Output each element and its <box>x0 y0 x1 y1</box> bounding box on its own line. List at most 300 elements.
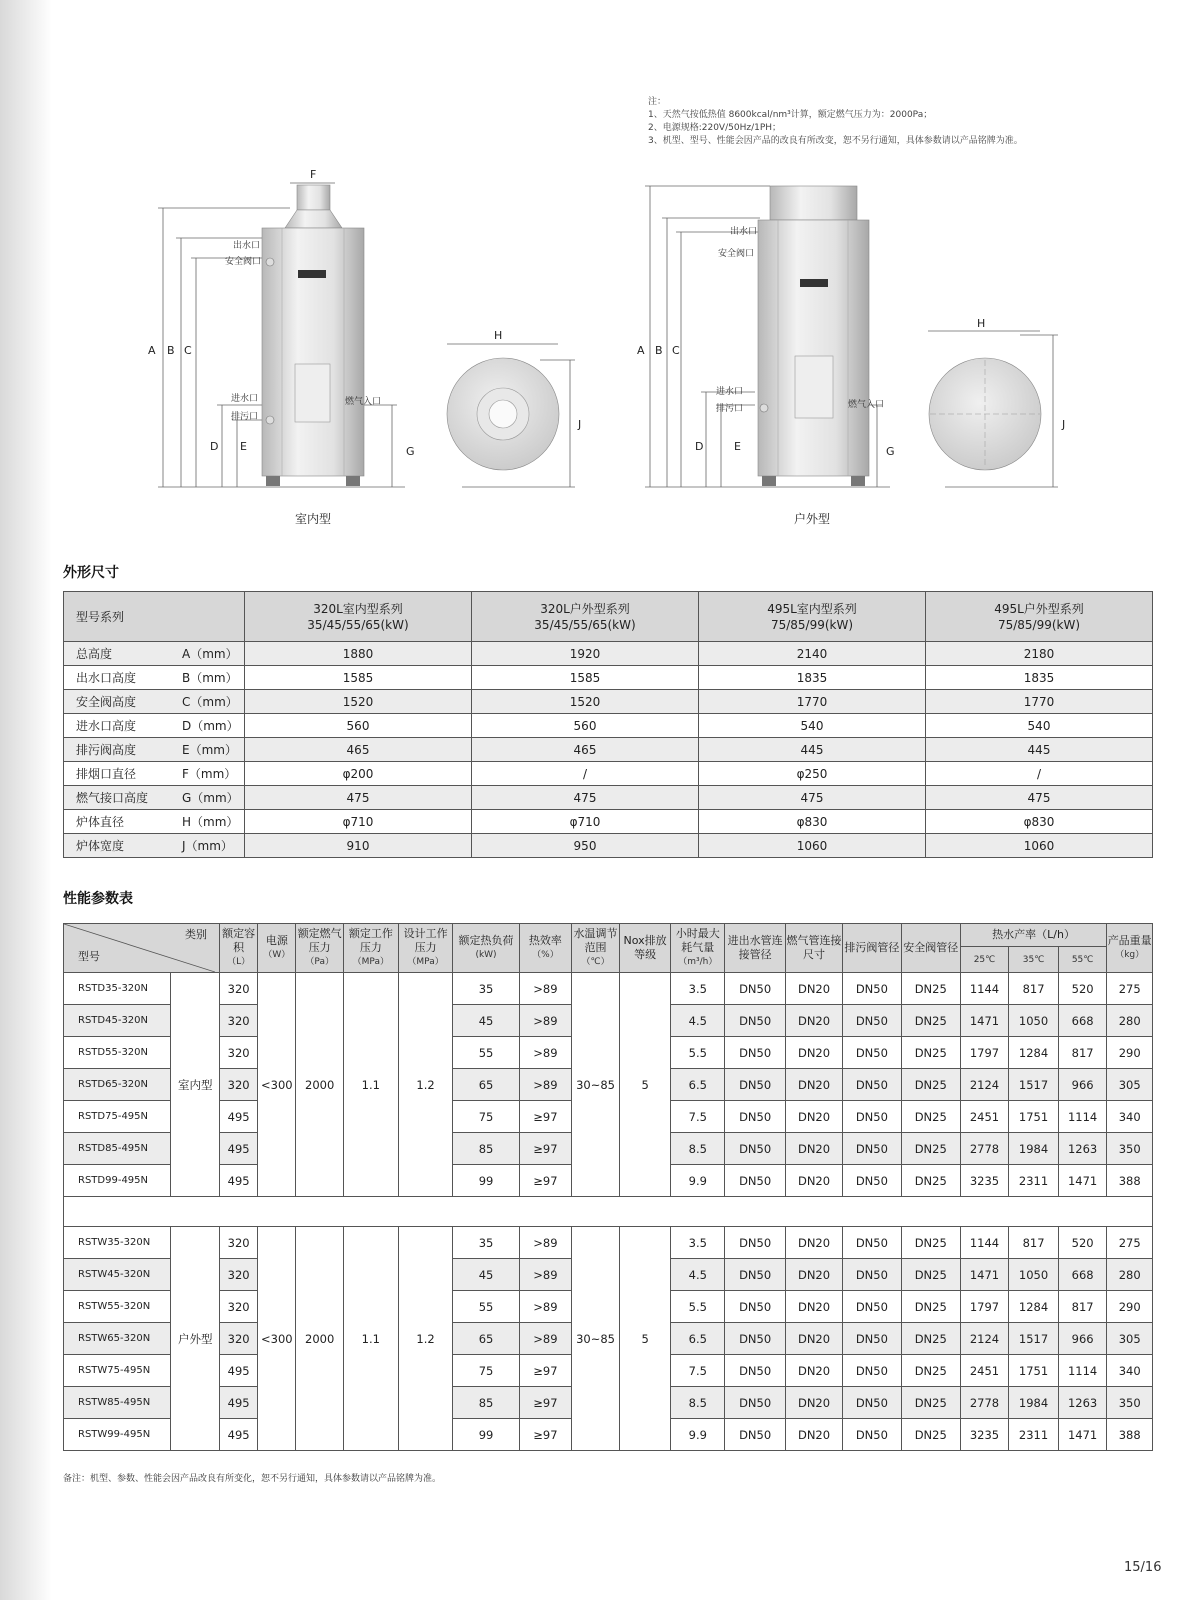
gas-consumption-header <box>671 924 725 973</box>
heat-load-cell: 75 <box>453 1355 519 1387</box>
water-pipe-header <box>725 924 786 973</box>
indoor-caption: 室内型 <box>295 512 332 526</box>
dim-value: 540 <box>926 714 1153 738</box>
efficiency-cell: ≥97 <box>519 1165 572 1197</box>
separator-cell <box>64 1197 1153 1227</box>
t35-cell: 1517 <box>1009 1069 1059 1101</box>
gas-cell: 7.5 <box>671 1101 725 1133</box>
gas-pressure-header <box>296 924 344 973</box>
callout-outlet: 出水口 <box>730 227 758 237</box>
drain-cell: DN50 <box>842 1323 901 1355</box>
water-cell: DN50 <box>725 1259 786 1291</box>
dim-label-C: C <box>672 344 680 357</box>
power-cell: <300 <box>258 973 296 1197</box>
header-unit: （℃） <box>581 957 610 967</box>
heat-load-header <box>453 924 519 973</box>
header-text: 燃气管连接尺寸 <box>786 934 842 961</box>
heat-load-cell: 85 <box>453 1387 519 1419</box>
weight-cell: 340 <box>1107 1101 1153 1133</box>
weight-cell: 340 <box>1107 1355 1153 1387</box>
design-pressure-header <box>398 924 453 973</box>
model-cell: RSTD35-320N <box>64 973 171 1005</box>
model-category-header <box>64 924 220 973</box>
header-text: 额定热负荷 <box>458 934 514 947</box>
dim-name: 炉体宽度 <box>76 839 125 853</box>
safety-cell: DN25 <box>901 1419 960 1451</box>
t35-cell: 1751 <box>1009 1101 1059 1133</box>
dim-value: 475 <box>245 786 472 810</box>
water-cell: DN50 <box>725 1227 786 1259</box>
dim-name: 总高度 <box>76 647 113 661</box>
power-cell: <300 <box>258 1227 296 1451</box>
efficiency-header <box>519 924 572 973</box>
heat-load-cell: 75 <box>453 1101 519 1133</box>
t35-cell: 1984 <box>1009 1133 1059 1165</box>
dim-value: φ710 <box>245 810 472 834</box>
safety-cell: DN25 <box>901 1069 960 1101</box>
temp-range-cell: 30~85 <box>572 1227 620 1451</box>
t55-cell: 520 <box>1058 973 1107 1005</box>
perf-row <box>64 973 1153 1005</box>
heat-load-cell: 55 <box>453 1291 519 1323</box>
t55-cell: 817 <box>1058 1037 1107 1069</box>
drain-cell: DN50 <box>842 1005 901 1037</box>
t55-cell: 1263 <box>1058 1387 1107 1419</box>
t25-cell: 2778 <box>960 1133 1009 1165</box>
note-line: 1、天然气按低热值 8600kcal/nm³计算，额定燃气压力为：2000Pa； <box>648 110 933 120</box>
water-cell: DN50 <box>725 1069 786 1101</box>
perf-row <box>64 1227 1153 1259</box>
weight-cell: 275 <box>1107 1227 1153 1259</box>
callout-safety-valve: 安全阀口 <box>718 249 755 259</box>
dim-row <box>64 762 1153 786</box>
model-cell: RSTW75-495N <box>64 1355 171 1387</box>
dim-label-H: H <box>977 317 986 330</box>
heat-load-cell: 65 <box>453 1323 519 1355</box>
t55-cell: 1471 <box>1058 1165 1107 1197</box>
header-unit: （kg） <box>1115 950 1145 960</box>
temp-range-header <box>572 924 620 973</box>
safety-cell: DN25 <box>901 1355 960 1387</box>
model-cell: RSTD75-495N <box>64 1101 171 1133</box>
t35-cell: 1984 <box>1009 1387 1059 1419</box>
dim-name: 排污阀高度 <box>76 743 137 757</box>
model-cell: RSTW85-495N <box>64 1387 171 1419</box>
water-cell: DN50 <box>725 973 786 1005</box>
t35-cell: 1284 <box>1009 1037 1059 1069</box>
weight-cell: 350 <box>1107 1387 1153 1419</box>
weight-cell: 280 <box>1107 1259 1153 1291</box>
dim-name: 排烟口直径 <box>76 767 137 781</box>
notes-title: 注： <box>648 97 667 107</box>
note-line: 2、电源规格:220V/50Hz/1PH； <box>648 123 782 133</box>
dim-row <box>64 810 1153 834</box>
header-text: 额定工作压力 <box>348 927 393 954</box>
dim-value: 1060 <box>699 834 926 858</box>
efficiency-cell: >89 <box>519 1259 572 1291</box>
volume-cell: 495 <box>220 1101 258 1133</box>
t55-cell: 1114 <box>1058 1101 1107 1133</box>
t35-cell: 1751 <box>1009 1355 1059 1387</box>
heat-load-cell: 85 <box>453 1133 519 1165</box>
t35-cell: 817 <box>1009 973 1059 1005</box>
col-series: 320L户外型系列 <box>540 601 630 616</box>
gas-pressure-cell: 2000 <box>296 973 344 1197</box>
t55-cell: 1471 <box>1058 1419 1107 1451</box>
volume-cell: 320 <box>220 1291 258 1323</box>
efficiency-cell: >89 <box>519 1323 572 1355</box>
dimensions-table <box>63 591 1153 858</box>
water-cell: DN50 <box>725 1419 786 1451</box>
t35-cell: 2311 <box>1009 1419 1059 1451</box>
water-cell: DN50 <box>725 1355 786 1387</box>
col-power: 75/85/99(kW) <box>997 617 1081 632</box>
heat-load-cell: 35 <box>453 1227 519 1259</box>
drain-cell: DN50 <box>842 1419 901 1451</box>
callout-inlet: 进水口 <box>716 387 744 397</box>
dim-row <box>64 690 1153 714</box>
volume-cell: 495 <box>220 1165 258 1197</box>
t35-cell: 1050 <box>1009 1259 1059 1291</box>
t55-cell: 966 <box>1058 1323 1107 1355</box>
drain-cell: DN50 <box>842 1133 901 1165</box>
dim-name: 进水口高度 <box>76 719 137 733</box>
dim-code: D（mm） <box>182 719 239 733</box>
gaspipe-cell: DN20 <box>786 1323 843 1355</box>
dim-value: 1835 <box>926 666 1153 690</box>
dim-code: E（mm） <box>182 743 237 757</box>
drain-cell: DN50 <box>842 973 901 1005</box>
gas-cell: 6.5 <box>671 1323 725 1355</box>
callout-safety-valve: 安全阀口 <box>225 257 262 267</box>
gas-cell: 3.5 <box>671 973 725 1005</box>
category-cell: 室内型 <box>171 973 220 1197</box>
model-cell: RSTW65-320N <box>64 1323 171 1355</box>
dim-value: 1835 <box>699 666 926 690</box>
col-series: 495L室内型系列 <box>767 601 857 616</box>
drain-cell: DN50 <box>842 1037 901 1069</box>
dim-label-B: B <box>655 344 663 357</box>
gas-pipe-header <box>786 924 843 973</box>
col-power: 35/45/55/65(kW) <box>534 617 636 632</box>
efficiency-cell: ≥97 <box>519 1419 572 1451</box>
dim-value: 445 <box>699 738 926 762</box>
col-power: 35/45/55/65(kW) <box>307 617 409 632</box>
dim-label-B: B <box>167 344 175 357</box>
t55-cell: 520 <box>1058 1227 1107 1259</box>
t25-cell: 2124 <box>960 1069 1009 1101</box>
t35-cell: 1517 <box>1009 1323 1059 1355</box>
weight-cell: 290 <box>1107 1037 1153 1069</box>
header-text: 小时最大耗气量 <box>675 927 720 954</box>
safety-cell: DN25 <box>901 1101 960 1133</box>
dim-name: 出水口高度 <box>76 671 137 685</box>
efficiency-cell: >89 <box>519 1227 572 1259</box>
dim-label-D: D <box>695 440 704 453</box>
header-unit: (kW) <box>475 950 497 960</box>
dim-header-col <box>699 592 926 642</box>
dim-value: 1880 <box>245 642 472 666</box>
dim-value: 1770 <box>699 690 926 714</box>
dim-label-A: A <box>148 344 156 357</box>
heat-load-cell: 65 <box>453 1069 519 1101</box>
weight-cell: 388 <box>1107 1419 1153 1451</box>
header-text: 额定燃气压力 <box>297 927 342 954</box>
gaspipe-cell: DN20 <box>786 1355 843 1387</box>
volume-cell: 495 <box>220 1419 258 1451</box>
dim-name: 炉体直径 <box>76 815 125 829</box>
volume-cell: 495 <box>220 1133 258 1165</box>
header-unit: （%） <box>532 950 559 960</box>
t35-cell: 2311 <box>1009 1165 1059 1197</box>
dim-value: φ830 <box>926 810 1153 834</box>
safety-cell: DN25 <box>901 1259 960 1291</box>
col-series: 320L室内型系列 <box>313 601 403 616</box>
dim-label-H: H <box>494 329 503 342</box>
volume-cell: 320 <box>220 973 258 1005</box>
callout-inlet: 进水口 <box>231 394 259 404</box>
model-cell: RSTW55-320N <box>64 1291 171 1323</box>
dim-label-A: A <box>637 344 645 357</box>
volume-cell: 495 <box>220 1355 258 1387</box>
t25-cell: 2451 <box>960 1101 1009 1133</box>
safety-cell: DN25 <box>901 1165 960 1197</box>
weight-cell: 305 <box>1107 1069 1153 1101</box>
dim-row-label <box>64 810 245 834</box>
gaspipe-cell: DN20 <box>786 1005 843 1037</box>
heat-load-cell: 99 <box>453 1419 519 1451</box>
dim-row-label <box>64 762 245 786</box>
dim-name: 燃气接口高度 <box>76 791 149 805</box>
dim-label-F: F <box>310 168 317 181</box>
model-cell: RSTD99-495N <box>64 1165 171 1197</box>
gaspipe-cell: DN20 <box>786 1037 843 1069</box>
header-text: 水温调节范围 <box>573 927 618 954</box>
note-line: 3、机型、型号、性能会因产品的改良有所改变，恕不另行通知，具体参数请以产品铭牌为准。 <box>648 136 1023 146</box>
outdoor-caption: 户外型 <box>794 512 831 526</box>
dim-name: 安全阀高度 <box>76 695 137 709</box>
temp-35-header: 35℃ <box>1009 947 1059 973</box>
dim-label-C: C <box>184 344 192 357</box>
callout-outlet: 出水口 <box>233 241 261 251</box>
efficiency-cell: >89 <box>519 973 572 1005</box>
dim-code: J（mm） <box>182 839 233 853</box>
dim-value: / <box>472 762 699 786</box>
temp-25-header: 25℃ <box>960 947 1009 973</box>
drain-cell: DN50 <box>842 1387 901 1419</box>
drain-cell: DN50 <box>842 1355 901 1387</box>
temp-range-cell: 30~85 <box>572 973 620 1197</box>
dim-value: 1585 <box>472 666 699 690</box>
dim-value: φ250 <box>699 762 926 786</box>
model-cell: RSTW45-320N <box>64 1259 171 1291</box>
callout-gas-inlet: 燃气入口 <box>345 397 382 407</box>
header-text: Nox排放等级 <box>623 934 667 961</box>
header-text: 产品重量 <box>1107 934 1152 947</box>
model-cell: RSTD45-320N <box>64 1005 171 1037</box>
gaspipe-cell: DN20 <box>786 1291 843 1323</box>
header-unit: （MPa） <box>352 957 389 967</box>
water-cell: DN50 <box>725 1005 786 1037</box>
volume-cell: 320 <box>220 1069 258 1101</box>
dim-value: / <box>926 762 1153 786</box>
gas-pressure-cell: 2000 <box>296 1227 344 1451</box>
dim-value: 910 <box>245 834 472 858</box>
safety-cell: DN25 <box>901 1005 960 1037</box>
dim-value: 950 <box>472 834 699 858</box>
volume-cell: 320 <box>220 1037 258 1069</box>
t55-cell: 966 <box>1058 1069 1107 1101</box>
safety-cell: DN25 <box>901 973 960 1005</box>
nox-header <box>619 924 671 973</box>
t55-cell: 817 <box>1058 1291 1107 1323</box>
t25-cell: 1797 <box>960 1037 1009 1069</box>
gaspipe-cell: DN20 <box>786 1069 843 1101</box>
header-unit: （MPa） <box>407 957 444 967</box>
header-text: 电源 <box>265 934 288 947</box>
dim-row-label <box>64 690 245 714</box>
header-unit: （m³/h） <box>678 957 718 967</box>
efficiency-cell: ≥97 <box>519 1387 572 1419</box>
drain-cell: DN50 <box>842 1227 901 1259</box>
dimensions-title: 外形尺寸 <box>63 565 119 581</box>
gas-cell: 6.5 <box>671 1069 725 1101</box>
water-cell: DN50 <box>725 1101 786 1133</box>
safety-cell: DN25 <box>901 1133 960 1165</box>
gas-cell: 5.5 <box>671 1291 725 1323</box>
heat-load-cell: 45 <box>453 1005 519 1037</box>
t25-cell: 2778 <box>960 1387 1009 1419</box>
callout-drain: 排污口 <box>716 404 744 414</box>
dim-label-G: G <box>886 445 895 458</box>
dim-label-D: D <box>210 440 219 453</box>
gaspipe-cell: DN20 <box>786 1101 843 1133</box>
volume-cell: 320 <box>220 1005 258 1037</box>
gas-cell: 4.5 <box>671 1259 725 1291</box>
weight-cell: 275 <box>1107 973 1153 1005</box>
gas-cell: 4.5 <box>671 1005 725 1037</box>
dim-value: 465 <box>472 738 699 762</box>
heat-load-cell: 55 <box>453 1037 519 1069</box>
t25-cell: 2451 <box>960 1355 1009 1387</box>
efficiency-cell: ≥97 <box>519 1101 572 1133</box>
dim-value: 475 <box>926 786 1153 810</box>
t25-cell: 1144 <box>960 973 1009 1005</box>
t55-cell: 668 <box>1058 1005 1107 1037</box>
t25-cell: 1144 <box>960 1227 1009 1259</box>
model-cell: RSTW35-320N <box>64 1227 171 1259</box>
drain-valve-header <box>842 924 901 973</box>
dim-code: B（mm） <box>182 671 238 685</box>
header-text: 额定容积 <box>222 927 256 954</box>
model-cell: RSTW99-495N <box>64 1419 171 1451</box>
volume-header <box>220 924 258 973</box>
nox-cell: 5 <box>619 973 671 1197</box>
dim-row-label <box>64 834 245 858</box>
dimension-drawing <box>0 0 1197 540</box>
gaspipe-cell: DN20 <box>786 973 843 1005</box>
header-text: 排污阀管径 <box>844 941 900 954</box>
t55-cell: 1114 <box>1058 1355 1107 1387</box>
t25-cell: 3235 <box>960 1165 1009 1197</box>
dim-value: φ710 <box>472 810 699 834</box>
col-series: 495L户外型系列 <box>994 601 1084 616</box>
dim-value: 1520 <box>472 690 699 714</box>
gaspipe-cell: DN20 <box>786 1133 843 1165</box>
t35-cell: 1284 <box>1009 1291 1059 1323</box>
dim-code: H（mm） <box>182 815 239 829</box>
header-text: 进出水管连接管径 <box>727 934 783 961</box>
volume-cell: 320 <box>220 1227 258 1259</box>
gaspipe-cell: DN20 <box>786 1227 843 1259</box>
dim-value: 1920 <box>472 642 699 666</box>
t35-cell: 1050 <box>1009 1005 1059 1037</box>
dim-row <box>64 738 1153 762</box>
dim-value: 1520 <box>245 690 472 714</box>
water-cell: DN50 <box>725 1291 786 1323</box>
header-text: 热效率 <box>528 934 562 947</box>
dim-value: 2140 <box>699 642 926 666</box>
dim-value: 540 <box>699 714 926 738</box>
weight-header <box>1107 924 1153 973</box>
temp-55-header: 55℃ <box>1058 947 1107 973</box>
t55-cell: 1263 <box>1058 1133 1107 1165</box>
dim-value: 475 <box>472 786 699 810</box>
work-pressure-cell: 1.1 <box>343 1227 398 1451</box>
gas-cell: 3.5 <box>671 1227 725 1259</box>
water-cell: DN50 <box>725 1037 786 1069</box>
efficiency-cell: >89 <box>519 1005 572 1037</box>
dim-value: 1060 <box>926 834 1153 858</box>
safety-cell: DN25 <box>901 1227 960 1259</box>
dim-value: 445 <box>926 738 1153 762</box>
header-unit: （W） <box>263 950 291 960</box>
dim-row-label <box>64 666 245 690</box>
t25-cell: 3235 <box>960 1419 1009 1451</box>
group-separator <box>64 1197 1153 1227</box>
page-number: 15/16 <box>1124 1560 1162 1575</box>
callout-drain: 排污口 <box>231 412 259 422</box>
water-cell: DN50 <box>725 1133 786 1165</box>
dim-row <box>64 666 1153 690</box>
drain-cell: DN50 <box>842 1165 901 1197</box>
category-header: 类别 <box>185 928 207 941</box>
t25-cell: 2124 <box>960 1323 1009 1355</box>
dim-row <box>64 714 1153 738</box>
t55-cell: 668 <box>1058 1259 1107 1291</box>
water-cell: DN50 <box>725 1387 786 1419</box>
dim-row-label <box>64 642 245 666</box>
col-power: 75/85/99(kW) <box>770 617 854 632</box>
weight-cell: 290 <box>1107 1291 1153 1323</box>
nox-cell: 5 <box>619 1227 671 1451</box>
water-cell: DN50 <box>725 1323 786 1355</box>
dim-code: C（mm） <box>182 695 238 709</box>
dim-value: 1770 <box>926 690 1153 714</box>
drain-cell: DN50 <box>842 1069 901 1101</box>
efficiency-cell: >89 <box>519 1291 572 1323</box>
dim-value: φ200 <box>245 762 472 786</box>
gas-cell: 5.5 <box>671 1037 725 1069</box>
t25-cell: 1797 <box>960 1291 1009 1323</box>
design-pressure-cell: 1.2 <box>398 973 453 1197</box>
safety-valve-header <box>901 924 960 973</box>
volume-cell: 495 <box>220 1387 258 1419</box>
safety-cell: DN25 <box>901 1291 960 1323</box>
volume-cell: 320 <box>220 1259 258 1291</box>
dim-header-col <box>472 592 699 642</box>
header-text: 设计工作压力 <box>403 927 448 954</box>
